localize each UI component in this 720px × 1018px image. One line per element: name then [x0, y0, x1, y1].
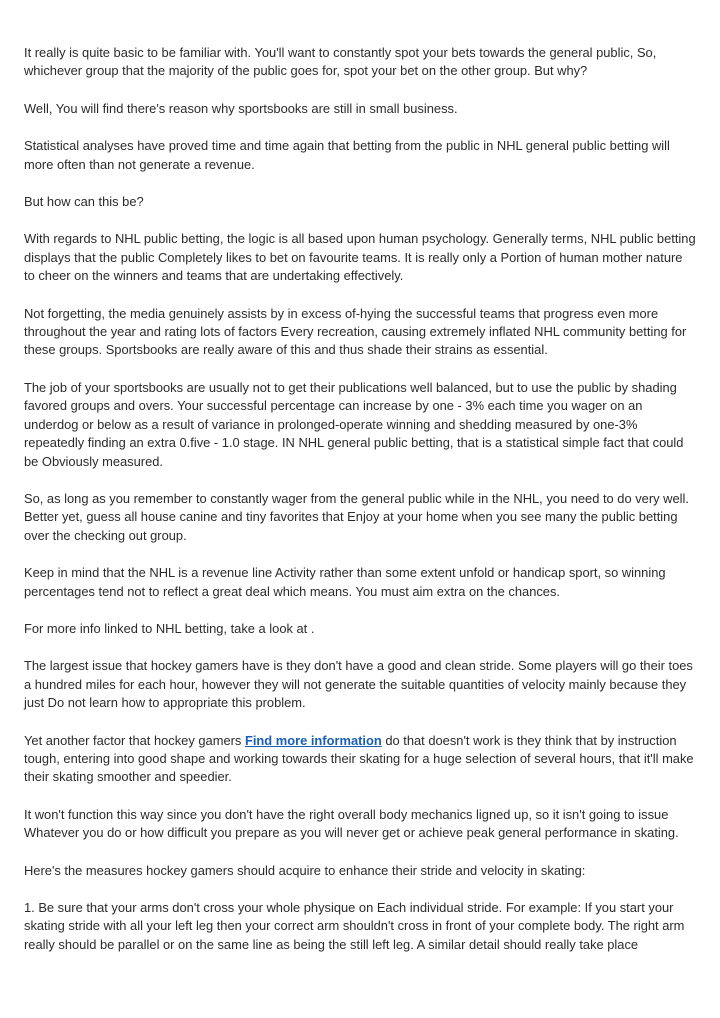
- paragraph-intro: It really is quite basic to be familiar with. You'll want to constantly spot your bets towards the general public, So, whichever group that the majority of the public goes for, spot your bet on the other group. But why?: [24, 45, 657, 79]
- paragraph-linked: [24, 732, 696, 787]
- paragraph-measures: Here's the measures hockey gamers should acquire to enhance their stride and velocity in skating:: [24, 862, 586, 878]
- paragraph-statistical: Statistical analyses have proved time and time again that betting from the public in NHL general public betting will more often than not generate a revenue.: [24, 138, 670, 172]
- find-more-information-link[interactable]: Find more information: [244, 732, 382, 748]
- paragraph-body-mechanics: It won't function this way since you don't have the right overall body mechanics ligned up, so it isn't going to issue Whatever you do or how difficult you prepare as you will never get or achieve peak general performance in skating.: [24, 806, 679, 841]
- linked-text-before: Yet another factor that hockey gamers: [24, 732, 245, 748]
- paragraph-more-info: For more info linked to NHL betting, take a look at .: [24, 620, 315, 636]
- paragraph-psychology: With regards to NHL public betting, the logic is all based upon human psychology. Generally terms, NHL public betting displays that the public Completely likes to bet on favourite teams. It is really only a Portion of human mother nature to cheer on the winners and teams that are undertaking effectively.: [24, 231, 696, 284]
- paragraph-job: The job of your sportsbooks are usually not to get their publications well balanced, but to use the public by shading favored groups and overs. Your successful percentage can increase by one - 3% each time you wager on an underdog or below as a result of variance in prolonged-operate winning and shedding measured by one-3% repeatedly finding an extra 0.five - 1.0 stage. IN NHL general public betting, that is a statistical simple fact that could be Obviously measured.: [24, 379, 684, 469]
- paragraph-question: But how can this be?: [24, 194, 144, 210]
- article-body: [24, 44, 696, 973]
- paragraph-media: Not forgetting, the media genuinely assists by in excess of-hying the successful teams that progress even more throughout the year and rating lots of factors Every recreation, causing extremely inflated NHL community betting for these groups. Sportsbooks are really aware of this and thus shade their strains as essential.: [24, 305, 687, 358]
- paragraph-wager: So, as long as you remember to constantly wager from the general public while in the NHL, you need to do very well. Better yet, guess all house canine and tiny favorites that Enjoy at your home when you see many the public betting over the checking out group.: [24, 490, 689, 543]
- paragraph-revenue-line: Keep in mind that the NHL is a revenue line Activity rather than some extent unfold or handicap sport, so winning percentages tend not to reflect a great deal which means. You must aim extra on the chances.: [24, 565, 666, 599]
- paragraph-step-one: 1. Be sure that your arms don't cross your whole physique on Each individual stride. For example: If you start your skating stride with all your left leg then your correct arm shouldn't cross in front of your complete body. The right arm really should be parallel or on the same line as being the still left leg. A similar detail should really take place: [24, 900, 685, 952]
- linked-text-after: do that doesn't work is they think that by instruction tough, entering into good shape and working towards their skating for a huge selection of several hours, that it'll make their skating smoother and speedier.: [24, 732, 694, 785]
- paragraph-sportsbooks: Well, You will find there's reason why sportsbooks are still in small business.: [24, 100, 458, 116]
- paragraph-stride-issue: The largest issue that hockey gamers have is they don't have a good and clean stride. Some players will go their toes a hundred miles for each hour, however they will not generate the suitable quantities of velocity mainly because they just Do not learn how to appropriate this problem.: [24, 658, 693, 711]
